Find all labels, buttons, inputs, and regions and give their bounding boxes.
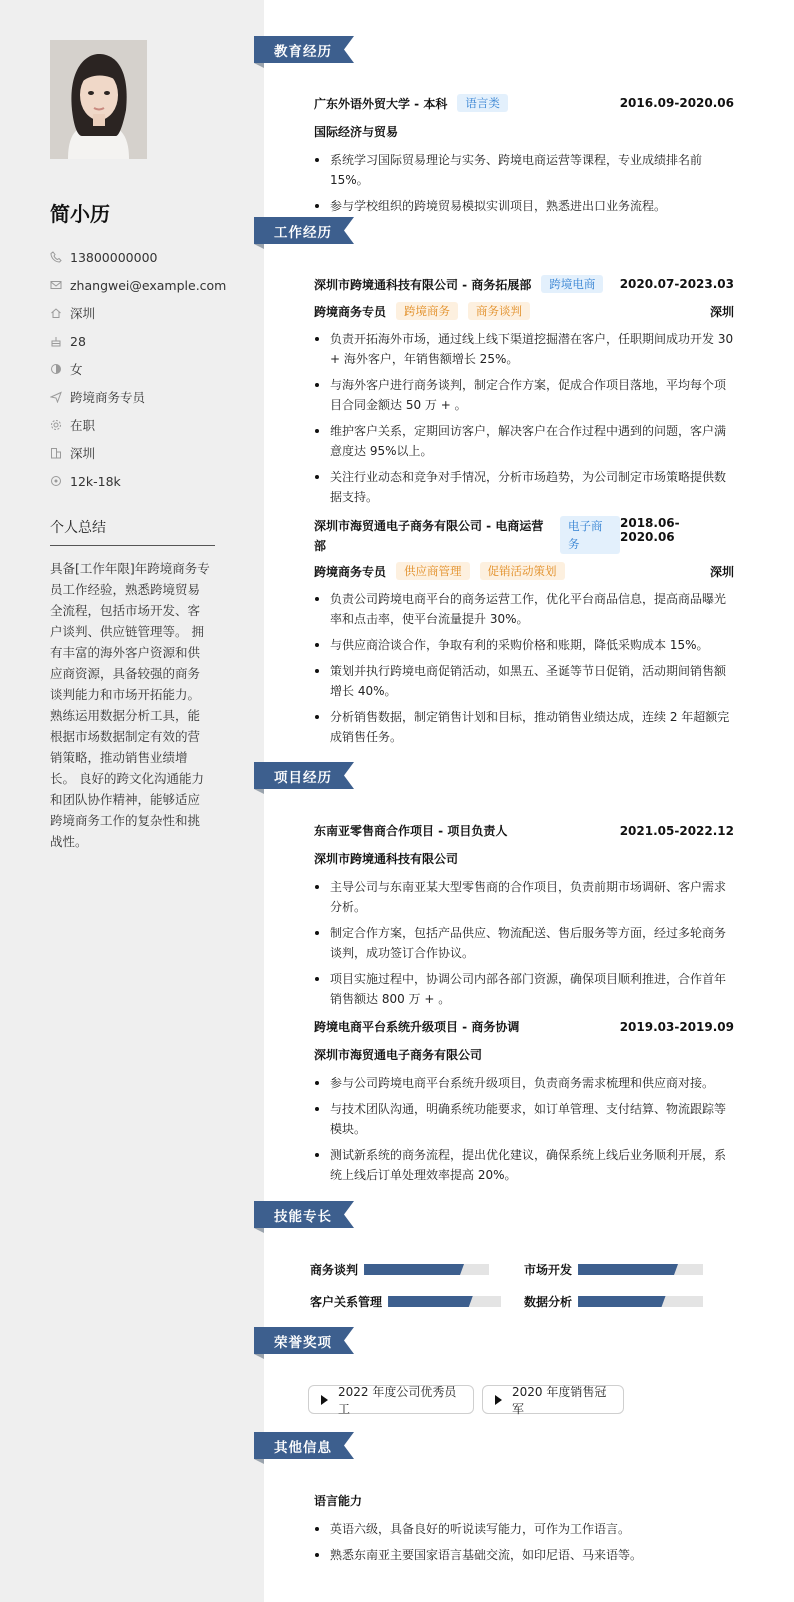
work-city: 深圳: [709, 564, 734, 579]
section-ribbon: [254, 1432, 362, 1459]
award-badge: [308, 1385, 474, 1414]
other-entry: [314, 1492, 734, 1571]
work-header-row: [314, 516, 734, 556]
list-item: 维护客户关系，定期回访客户，解决客户在合作过程中遇到的问题，客户满意度达 95%以上。: [314, 421, 734, 461]
section-title: 项目经历: [274, 770, 332, 786]
project-header-row: [314, 822, 734, 839]
list-item: 英语六级，具备良好的听说读写能力，可作为工作语言。: [314, 1519, 734, 1539]
project-bullets: [314, 1073, 734, 1185]
send-icon: [50, 391, 62, 403]
work-bullets: [314, 329, 734, 507]
skill-bar-fill: [578, 1296, 666, 1307]
skill-item: [310, 1293, 501, 1310]
list-item: 与海外客户进行商务谈判，制定合作方案，促成合作项目落地，平均每个项目合同金额达 50 万 + 。: [314, 375, 734, 415]
work-city: 深圳: [709, 304, 734, 319]
skill-item: [524, 1293, 703, 1310]
skill-bar: [388, 1296, 501, 1307]
list-item: 测试新系统的商务流程，提出优化建议，确保系统上线后业务顺利开展，系统上线后订单处理效率提高 20%。: [314, 1145, 734, 1185]
skill-name: 数据分析: [524, 1295, 573, 1309]
list-item: 负责公司跨境电商平台的商务运营工作，优化平台商品信息，提高商品曝光率和点击率，使平台流量提升 30%。: [314, 589, 734, 629]
role-tag: 跨境商务: [396, 302, 458, 320]
list-item: 熟悉东南亚主要国家语言基础交流，如印尼语、马来语等。: [314, 1545, 734, 1565]
skill-name: 客户关系管理: [310, 1295, 383, 1309]
role-name: 跨境商务专员: [314, 304, 387, 319]
summary-text: 具备[工作年限]年跨境商务专员工作经验，熟悉跨境贸易全流程，包括市场开发、客户谈判、供应链管理等。 拥有丰富的海外客户资源和供应商资源，具备较强的商务谈判能力和市场开拓能力。 熟练运用数据分析工具，能根据市场数据制定有效的营销策略，推动销售业绩增长。 良好的跨文化沟通能力和团队协作精神，能够适应跨境商务工作的复杂性和挑战性。: [50, 561, 210, 849]
list-item: 关注行业动态和竞争对手情况，分析市场趋势，为公司制定市场策略提供数据支持。: [314, 467, 734, 507]
skill-name: 商务谈判: [310, 1263, 359, 1277]
project-company: 深圳市海贸通电子商务有限公司: [314, 1048, 483, 1062]
project-bullets: [314, 877, 734, 1009]
work-entry-1: [314, 275, 734, 513]
contact-text: 深圳: [70, 306, 96, 321]
section-ribbon: [254, 1201, 362, 1228]
school-tag: 语言类: [457, 94, 508, 112]
role-tag: 供应商管理: [396, 562, 470, 580]
profile-photo: [50, 40, 147, 159]
project-entry-1: [314, 822, 734, 1015]
company-name: 深圳市跨境通科技有限公司 - 商务拓展部: [314, 277, 532, 292]
play-icon: [321, 1395, 328, 1405]
section-title: 教育经历: [274, 44, 332, 60]
list-item: 主导公司与东南亚某大型零售商的合作项目，负责前期市场调研、客户需求分析。: [314, 877, 734, 917]
contact-text: zhangwei@example.com: [70, 277, 227, 293]
skill-item: [310, 1261, 489, 1278]
list-item: 策划并执行跨境电商促销活动，如黑五、圣诞等节日促销，活动期间销售额增长 40%。: [314, 661, 734, 701]
award-text: 2020 年度销售冠军: [512, 1384, 607, 1416]
award-badge: [482, 1385, 624, 1414]
role-tag: 促销活动策划: [480, 562, 565, 580]
phone-icon: [50, 251, 62, 263]
company-name: 深圳市海贸通电子商务有限公司 - 电商运营部: [314, 519, 544, 553]
list-item: 项目实施过程中，协调公司内部各部门资源，确保项目顺利推进，合作首年销售额达 800 万 + 。: [314, 969, 734, 1009]
play-icon: [495, 1395, 502, 1405]
section-title: 其他信息: [274, 1440, 332, 1456]
section-title: 工作经历: [274, 225, 332, 241]
profile-name: 简小历: [50, 202, 110, 226]
skill-name: 市场开发: [524, 1263, 573, 1277]
work-date: 2020.07-2023.03: [619, 277, 734, 291]
skill-bar: [578, 1296, 703, 1307]
education-entry: [314, 94, 734, 222]
skill-item: [524, 1261, 703, 1278]
list-item: 分析销售数据，制定销售计划和目标，推动销售业绩达成，连续 2 年超额完成销售任务。: [314, 707, 734, 747]
project-title: 东南亚零售商合作项目 - 项目负责人: [314, 824, 508, 838]
contact-age: [50, 327, 240, 355]
summary-title: 个人总结: [50, 517, 215, 546]
project-header-row: [314, 1018, 734, 1035]
contact-text: 跨境商务专员: [70, 390, 146, 405]
project-date: 2021.05-2022.12: [619, 823, 734, 838]
section-ribbon: [254, 217, 362, 244]
list-item: 与供应商洽谈合作，争取有利的采购价格和账期，降低采购成本 15%。: [314, 635, 734, 655]
project-date: 2019.03-2019.09: [619, 1019, 734, 1034]
skill-bar-fill: [578, 1264, 678, 1275]
contact-text: 深圳: [70, 446, 96, 461]
other-title: 语言能力: [314, 1494, 363, 1508]
award-text: 2022 年度公司优秀员工: [338, 1384, 457, 1416]
education-header-row: [314, 94, 734, 112]
contact-text: 在职: [70, 418, 96, 433]
list-item: 负责开拓海外市场，通过线上线下渠道挖掘潜在客户，任职期间成功开发 30 + 海外客户，年销售额增长 25%。: [314, 329, 734, 369]
section-title: 荣誉奖项: [274, 1335, 332, 1351]
contact-text: 28: [70, 333, 86, 349]
other-bullets: [314, 1519, 734, 1565]
list-item: 系统学习国际贸易理论与实务、跨境电商运营等课程，专业成绩排名前 15%。: [314, 150, 734, 190]
section-ribbon: [254, 1327, 362, 1354]
list-item: 参与学校组织的跨境贸易模拟实训项目，熟悉进出口业务流程。: [314, 196, 734, 216]
work-date: 2018.06-2020.06: [620, 516, 680, 544]
list-item: 参与公司跨境电商平台系统升级项目，负责商务需求梳理和供应商对接。: [314, 1073, 734, 1093]
contact-gender: [50, 355, 240, 383]
role-row: [314, 562, 734, 580]
company-tag: 跨境电商: [541, 275, 603, 293]
skill-bar: [364, 1264, 489, 1275]
contact-position: [50, 383, 240, 411]
education-date: 2016.09-2020.06: [619, 96, 734, 110]
skill-bar-fill: [388, 1296, 473, 1307]
school-name: 广东外语外贸大学 - 本科: [314, 96, 448, 111]
contact-text: 女: [70, 362, 83, 377]
contact-phone: [50, 243, 240, 271]
list-item: 与技术团队沟通，明确系统功能要求，如订单管理、支付结算、物流跟踪等模块。: [314, 1099, 734, 1139]
work-bullets: [314, 589, 734, 747]
contact-text: 13800000000: [70, 249, 158, 265]
company-tag: 电子商务: [560, 516, 620, 554]
gender-icon: [50, 363, 62, 375]
portrait-image: [50, 40, 147, 159]
skill-bar: [578, 1264, 703, 1275]
status-icon: [50, 419, 62, 431]
project-company: 深圳市跨境通科技有限公司: [314, 852, 459, 866]
list-item: 制定合作方案，包括产品供应、物流配送、售后服务等方面，经过多轮商务谈判，成功签订合作协议。: [314, 923, 734, 963]
role-tag: 商务谈判: [468, 302, 530, 320]
mail-icon: [50, 279, 62, 291]
contact-status: [50, 411, 240, 439]
skill-bar-fill: [364, 1264, 464, 1275]
work-entry-2: [314, 516, 734, 753]
education-bullets: [314, 150, 734, 216]
work-header-row: [314, 275, 734, 293]
education-major: 国际经济与贸易: [314, 125, 399, 139]
section-ribbon: [254, 36, 362, 63]
cake-icon: [50, 335, 62, 347]
building-icon: [50, 447, 62, 459]
home-icon: [50, 307, 62, 319]
contact-email: [50, 271, 240, 299]
contact-text: 12k-18k: [70, 473, 121, 489]
project-entry-2: [314, 1018, 734, 1191]
contact-city: [50, 439, 240, 467]
role-row: [314, 302, 734, 320]
salary-icon: [50, 475, 62, 487]
section-title: 技能专长: [274, 1209, 332, 1225]
contact-salary: [50, 467, 240, 495]
sidebar: [0, 0, 264, 1602]
section-ribbon: [254, 762, 362, 789]
contact-list: [50, 243, 240, 495]
contact-home: [50, 299, 240, 327]
project-title: 跨境电商平台系统升级项目 - 商务协调: [314, 1020, 520, 1034]
role-name: 跨境商务专员: [314, 564, 387, 579]
